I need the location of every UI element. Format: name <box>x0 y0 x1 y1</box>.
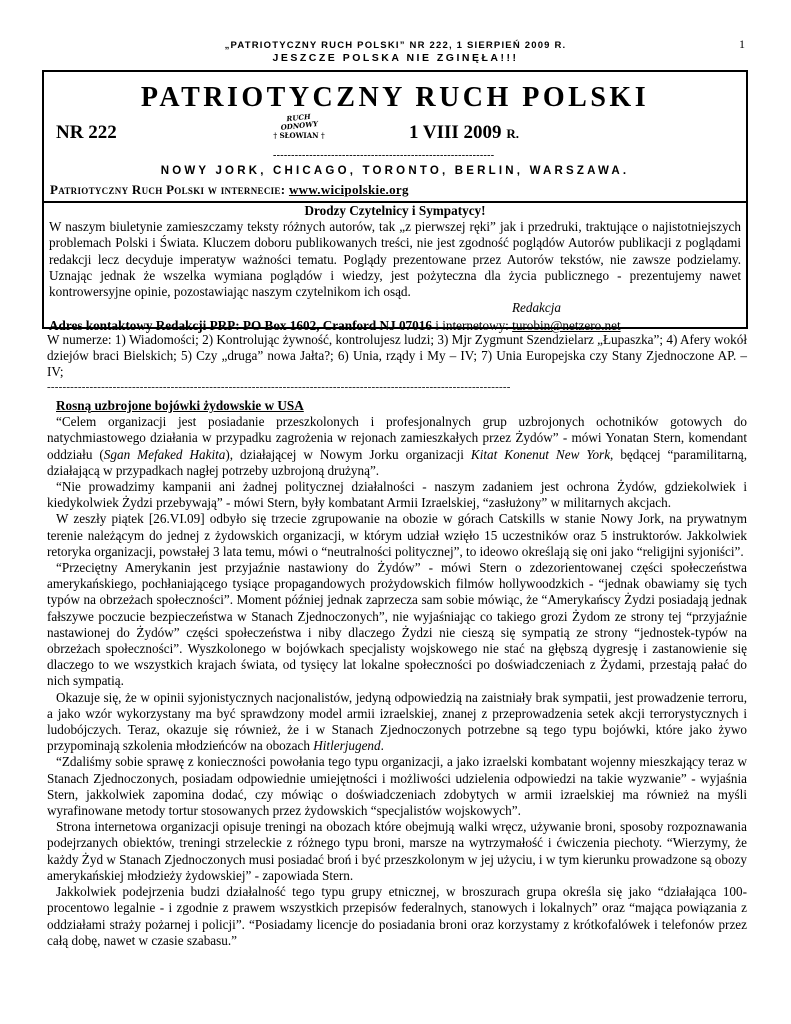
article-title: Rosną uzbrojone bojówki żydowskie w USA <box>56 398 304 413</box>
running-title: „PATRIOTYCZNY RUCH POLSKI” NR 222, 1 SIERPIEŃ 2009 R. <box>224 40 567 51</box>
p5-emphasis: Hitlerjugend <box>313 738 381 754</box>
readers-heading: Drodzy Czytelnicy i Sympatycy! <box>304 203 486 218</box>
p1-emphasis-2: Kitat Konenut New York <box>470 446 611 462</box>
dashed-rule: ------------------------------------------------------------------------------------------------------------------------ <box>47 381 511 393</box>
article-paragraph: “Przeciętny Amerykanin jest przyjaźnie nastawiony do Żydów” - mówi Stern o zdezorientowanej części społeczeństwa amerykańskiego, pochłaniającego tysiące propagandowych prożydowskich filmów hollywoodzkich - “jednak obawiamy się tych typów na obrzeżach społeczności”. Moment później jednak zaprzecza sam sobie mówiąc, że “Amerykańscy Żydzi posiadają jednak fałszywe poczucie bezpieczeństwa w Stanach Zjednoczonych”, nie wyjaśniając co takiego grozi Żydom ze strony tej “przyjaźnie nastawionej do Żydów” części społeczeństwa i niby dlaczego Żydzi nie cieszą się sympatią ze strony “jednostek-typów na obrzeżach społeczności”. Wyszkolonego w bojówkach specjalisty wojskowego nie stać na głębszą dygresję i zastanowienie się dlaczego to we wszystkich krajach świata, od tysięcy lat lokalne społeczności po doświadczeniach z Żydami, przestają pałać do nich sympatią. <box>47 560 747 689</box>
internet-line <box>50 182 409 198</box>
p1-text-a: “Celem organizacji jest posiadanie przeszkolonych i profesjonalnych grup uzbrojonych ochotników gotowych do natychmiastowego działania w przypadku zagrożenia w rejonach zamieszkałych przez Żydów” - mówi Yonatan Stern, komendant oddziału ( <box>47 414 747 462</box>
readers-notice <box>42 203 748 334</box>
article-paragraph: W zeszły piątek [26.VI.09] odbyło się trzecie zgrupowanie na obozie w górach Catskills w stanie Nowy Jork, na prywatnym terenie należącym do jednej z żydowskich organizacji, w którym udział wzięło 15 uczestników oraz 5 instruktorów. Jakkolwiek retoryka organizacji, powstałej 3 lata temu, mówi o “neutralności politycznej”, to ideowo określają się oni jako “religijni syjoniści”. <box>47 511 747 559</box>
internet-label: Patriotyczny Ruch Polski w internecie: <box>50 182 286 197</box>
p5-text-b: . <box>380 738 384 754</box>
article-paragraph: “Zdaliśmy sobie sprawę z konieczności powołania tego typu organizacji, a jako izraelski kombatant wojenny mieszkający teraz w Stanach Zjednoczonych, posiadam odpowiednie umiejętności i możliwości udzielenia odpowiedzi na takie wyzwanie” - wyjaśnia Stern, jakkolwiek zapomina dodać, czy mówiąc o doświadczeniach zdobytych w armii izraelskiej ma również na myśli wyrafinowane metody tortur stosowanych przez żydowskich “specjalistów wojskowych”. <box>47 754 747 819</box>
address-value: : PO Box 1602, Cranford NJ 07016 <box>235 318 432 334</box>
article <box>47 398 747 949</box>
page-number: 1 <box>739 37 745 51</box>
p1-text-b: ), działającej w Nowym Jorku organizacji <box>225 446 471 462</box>
p1-text-c: , będącej “paramilitarną, działającą w przypadkach nagłej potrzeby uzbrojoną drużyną”. <box>47 446 747 478</box>
issue-date <box>409 122 519 144</box>
masthead <box>42 70 748 203</box>
logo <box>270 111 328 144</box>
logo-line1: RUCH ODNOWY <box>280 111 319 132</box>
address-label: Adres kontaktowy Redakcji PRP <box>49 318 236 334</box>
issue-date-suffix: R. <box>506 126 519 141</box>
article-paragraph: “Nie prowadzimy kampanii ani żadnej politycznej działalności - naszym zadaniem jest ochrona Żydów, gdziekolwiek i kiedykolwiek Żydzi przebywają” - mówi Stern, były kombatant Armii Izraelskiej, “zasłużony” w militarnych akcjach. <box>47 479 747 511</box>
readers-signature: Redakcja <box>511 300 561 316</box>
article-paragraph: Jakkolwiek podejrzenia budzi działalność tego typu grupy etnicznej, w broszurach grupa określa się jako “działająca 100-procentowo legalnie - i zgodnie z prawem wszystkich przepisów federalnych, stanowych i lokalnych” oraz “mająca powiązania z oddziałami straży pożarnej i policji”. “Posiadamy licencje do posiadania broni oraz korzystamy z krótkofalówek i telefonów przez całą dobę, nawet w czasie szabasu.” <box>47 884 747 948</box>
issue-number: NR 222 <box>56 122 117 143</box>
website-link[interactable]: www.wicipolskie.org <box>288 182 409 197</box>
cities-line: NOWY JORK, CHICAGO, TORONTO, BERLIN, WARSZAWA. <box>160 165 630 177</box>
article-paragraph <box>47 690 747 755</box>
p5-text-a: Okazuje się, że w opinii syjonistycznych nacjonalistów, jedyną odpowiedzią na zaistniały brak sympatii, jest prowadzenie terroru, a jako wzór wykorzystany ma być sprawdzony model armii izraelskiej, znanej z przeprowadzenia setek akcji terrorystycznych i ludobójczych. Teraz, okazuje się również, że i w Stanach Zjednoczonych potrzebne są tego typu bojówki, które jako żywo przypominają szkolenia młodzieńców na obozach <box>47 689 747 754</box>
separator-line: ------------------------------------------------------------- <box>273 150 495 161</box>
masthead-title: PATRIOTYCZNY RUCH POLSKI <box>140 82 650 113</box>
table-of-contents: W numerze: 1) Wiadomości; 2) Kontrolując żywność, kontrolujesz ludzi; 3) Mjr Zygmunt Szendzielarz „Łupaszka”; 4) Afery wokół dziejów braci Bielskich; 5) Czy „druga” nowa Jałta?; 6) Unia, rządy i My – IV; 7) Unia Europejska czy Stany Zjednoczone AP. – IV; <box>47 332 747 380</box>
motto: JESZCZE POLSKA NIE ZGINĘŁA!!! <box>272 52 519 64</box>
readers-body: W naszym biuletynie zamieszczamy teksty różnych autorów, tak „z pierwszej ręki” jak i przedruki, traktujące o najistotniejszych problemach Polski i Świata. Kluczem doboru publikowanych treści, nie jest zgodność poglądów Autorów publikacji z poglądami redakcji lecz decyduje imperatyw ważności tematu. Poglądy prezentowane przez Autorów tekstów, nie zawsze podzielamy. Uznając jednak że wszelka wymiana poglądów i wiedzy, jest pożyteczna dla życia publicznego - prezentujemy nawet kontrowersyjne opinie, pozostawiając naszym czytelnikom ich osąd. <box>49 219 741 300</box>
article-paragraph <box>47 414 747 479</box>
article-paragraph: Strona internetowa organizacji opisuje treningi na obozach które obejmują walki wręcz, używanie broni, sposoby rozpoznawania podejrzanych obiektów, treningi strzeleckie z różnego typu broni, marsze na wytrzymałość i ćwiczenia piechoty. “Wierzymy, że każdy Żyd w Stanach Zjednoczonych musi posiadać broń i być przeszkolonym w jej użyciu, i w tym kierunku prowadzone są obozy amerykańskiej młodzieży żydowskiej” - zapowiada Stern. <box>47 819 747 883</box>
logo-line2: † SŁOWIAN † <box>273 131 325 140</box>
p1-emphasis-1: Sgan Mefaked Hakita <box>103 446 226 462</box>
email-link[interactable]: turobin@netzero.net <box>512 318 621 334</box>
address-internet: i internetowy: <box>431 318 513 334</box>
issue-date-main: 1 VIII 2009 <box>409 122 502 143</box>
